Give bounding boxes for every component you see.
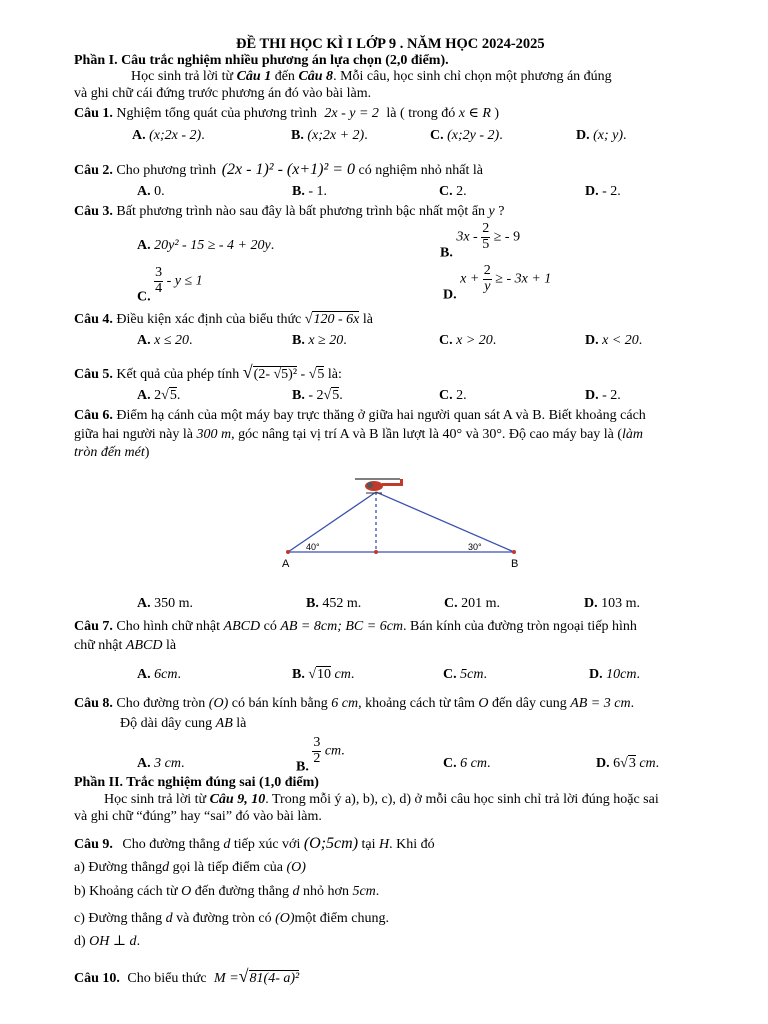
question-10: Câu 10. Cho biểu thức M =√81(4- a)² xyxy=(74,966,300,986)
q4-option-a[interactable]: A. x ≤ 20. xyxy=(137,333,193,348)
q9-statement-d[interactable]: d) OH ⊥ d. xyxy=(74,934,141,949)
q7-option-d[interactable]: D. 10cm. xyxy=(589,667,640,682)
angle-b-label: 30° xyxy=(468,542,482,552)
q8-option-a[interactable]: A. 3 cm. xyxy=(137,756,185,771)
question-9: Câu 9. Cho đường thẳng d tiếp xúc với (O;5cm) tại H. Khi đó xyxy=(74,835,435,852)
q4-option-d[interactable]: D. x < 20. xyxy=(585,333,643,348)
q3-option-b[interactable]: B. 3x - $\frac{2}{5}$ ≥ - 9 xyxy=(440,221,521,261)
q2-option-a[interactable]: A. 0. xyxy=(137,184,165,199)
q9-statement-b[interactable]: b) Khoảng cách từ O đến đường thẳng d nhỏ hơn 5cm. xyxy=(74,884,380,899)
q8-option-d[interactable]: D. 6√3 cm. xyxy=(596,756,660,771)
question-4: Câu 4. Điều kiện xác định của biểu thức √120 - 6x là xyxy=(74,312,373,327)
q5-option-c[interactable]: C. 2. xyxy=(439,388,467,403)
question-6-line2: giữa hai người này là 300 m, góc nâng tại vị trí A và B lần lượt là 40° và 30°. Độ cao máy bay là (làm xyxy=(74,427,644,442)
question-2: Câu 2. Cho phương trình (2x - 1)² - (x+1)² = 0 có nghiệm nhỏ nhất là xyxy=(74,161,483,178)
q6-option-a[interactable]: A. 350 m. xyxy=(137,596,194,611)
angle-a-label: 40° xyxy=(306,542,320,552)
q8-option-c[interactable]: C. 6 cm. xyxy=(443,756,491,771)
q3-option-c[interactable]: C. $\frac{3}{4}$ - y ≤ 1 xyxy=(137,265,203,305)
q7-option-b[interactable]: B. √10 cm. xyxy=(292,667,355,682)
q4-option-b[interactable]: B. x ≥ 20. xyxy=(292,333,347,348)
q2-option-b[interactable]: B. - 1. xyxy=(292,184,328,199)
q2-option-d[interactable]: D. - 2. xyxy=(585,184,621,199)
q8-option-b[interactable]: B. $\frac{3}{2}$ cm. xyxy=(296,735,345,775)
question-8: Câu 8. Cho đường tròn (O) có bán kính bằng 6 cm, khoảng cách từ tâm O đến dây cung AB = 3 cm. xyxy=(74,696,635,711)
question-3: Câu 3. Bất phương trình nào sau đây là bất phương trình bậc nhất một ẩn y ? xyxy=(74,204,505,219)
q7-option-c[interactable]: C. 5cm. xyxy=(443,667,487,682)
part2-instructions-line2: và ghi chữ “đúng” hay “sai” đó vào bài làm. xyxy=(74,809,322,824)
part1-instructions: Học sinh trả lời từ Câu 1 đến Câu 8. Mỗi câu, học sinh chỉ chọn một phương án đúng xyxy=(131,69,612,84)
q5-option-b[interactable]: B. - 2√5. xyxy=(292,388,343,403)
helicopter-icon xyxy=(355,479,403,493)
exam-title: ĐỀ THI HỌC KÌ I LỚP 9 . NĂM HỌC 2024-2025 xyxy=(236,36,545,52)
q6-option-c[interactable]: C. 201 m. xyxy=(444,596,501,611)
q1-option-a[interactable]: A. (x;2x - 2). xyxy=(132,128,205,143)
line-b-heli xyxy=(376,492,514,552)
question-6-line3: tròn đến mét) xyxy=(74,445,150,460)
q6-option-d[interactable]: D. 103 m. xyxy=(584,596,641,611)
q2-option-c[interactable]: C. 2. xyxy=(439,184,467,199)
q3-option-d[interactable]: D. x + $\frac{2}{y}$ ≥ - 3x + 1 xyxy=(443,263,552,303)
q9-statement-c[interactable]: c) Đường thẳng d và đường tròn có (O)một điểm chung. xyxy=(74,911,390,926)
q3-option-a[interactable]: A. 20y² - 15 ≥ - 4 + 20y. xyxy=(137,238,275,253)
q5-option-d[interactable]: D. - 2. xyxy=(585,388,621,403)
line-a-heli xyxy=(288,492,376,552)
part2-heading: Phần II. Trắc nghiệm đúng sai (1,0 điểm) xyxy=(74,775,319,790)
question-1: Câu 1. Nghiệm tổng quát của phương trình 2x - y = 2 là ( trong đó x ∈ R ) xyxy=(74,106,500,121)
q1-option-b[interactable]: B. (x;2x + 2). xyxy=(291,128,368,143)
question-8-line2: Độ dài dây cung AB là xyxy=(120,716,247,731)
question-5: Câu 5. Kết quả của phép tính √(2- √5)² - √5 là: xyxy=(74,362,342,382)
point-b-label: B xyxy=(511,558,519,570)
question-7: Câu 7. Cho hình chữ nhật ABCD có AB = 8cm; BC = 6cm. Bán kính của đường tròn ngoại tiếp hình xyxy=(74,619,637,634)
q5-option-a[interactable]: A. 2√5. xyxy=(137,388,181,403)
q7-option-a[interactable]: A. 6cm. xyxy=(137,667,181,682)
q1-option-d[interactable]: D. (x; y). xyxy=(576,128,627,143)
part1-instructions-line2: và ghi chữ cái đứng trước phương án đó vào bài làm. xyxy=(74,86,372,101)
part2-instructions: Học sinh trả lời từ Câu 9, 10. Trong mỗi ý a), b), c), d) ở mỗi câu học sinh chỉ trả lời đúng hoặc sai xyxy=(104,792,659,807)
point-a-label: A xyxy=(282,558,290,570)
question-7-line2: chữ nhật ABCD là xyxy=(74,638,177,653)
question-6: Câu 6. Điểm hạ cánh của một máy bay trực thăng ở giữa hai người quan sát A và B. Biết khoảng cách xyxy=(74,408,646,423)
q6-option-b[interactable]: B. 452 m. xyxy=(306,596,362,611)
q9-statement-a[interactable]: a) Đường thẳngd gọi là tiếp điểm của (O) xyxy=(74,860,306,875)
helicopter-figure xyxy=(270,470,530,575)
q4-option-c[interactable]: C. x > 20. xyxy=(439,333,497,348)
q1-option-c[interactable]: C. (x;2y - 2). xyxy=(430,128,503,143)
part1-heading: Phần I. Câu trắc nghiệm nhiều phương án lựa chọn (2,0 điểm). xyxy=(74,53,449,68)
